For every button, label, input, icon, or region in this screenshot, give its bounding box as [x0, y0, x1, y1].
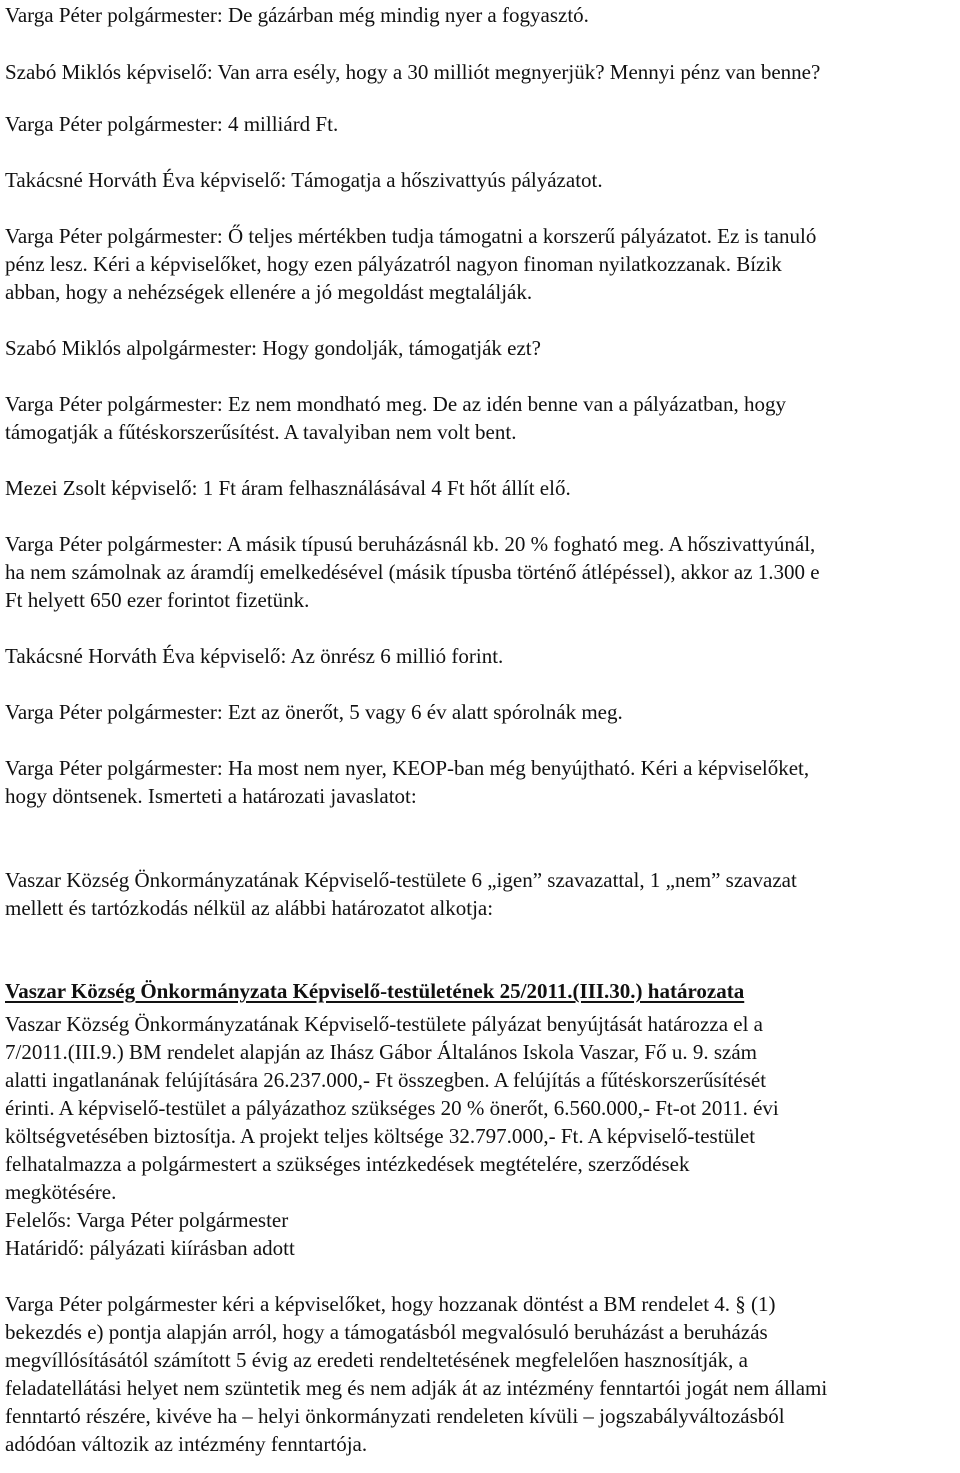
paragraph-line: Mezei Zsolt képviselő: 1 Ft áram felhasználásával 4 Ft hőt állít elő.	[5, 476, 571, 500]
paragraph-line: Takácsné Horváth Éva képviselő: Támogatja a hőszivattyús pályázatot.	[5, 168, 603, 192]
paragraph-line: hogy döntsenek. Ismerteti a határozati javaslatot:	[5, 784, 417, 808]
paragraph-line: 7/2011.(III.9.) BM rendelet alapján az Ihász Gábor Általános Iskola Vaszar, Fő u. 9. szám	[5, 1040, 758, 1064]
paragraph-line: felhatalmazza a polgármestert a szükséges intézkedések megtételére, szerződések	[5, 1152, 690, 1176]
paragraph-line: megkötésére.	[5, 1180, 117, 1204]
paragraph-line: Varga Péter polgármester: De gázárban még mindig nyer a fogyasztó.	[5, 3, 589, 27]
paragraph-line: Varga Péter polgármester: Ez nem mondható meg. De az idén benne van a pályázatban, hogy	[5, 392, 786, 416]
paragraph-line: megvíllósításától számított 5 évig az eredeti rendeltetésének megfelelően hasznosítják, a	[5, 1348, 748, 1372]
paragraph-line: adódóan változik az intézmény fenntartója.	[5, 1432, 368, 1456]
paragraph-line: Határidő: pályázati kiírásban adott	[5, 1236, 295, 1260]
paragraph-line: Szabó Miklós képviselő: Van arra esély, hogy a 30 milliót megnyerjük? Mennyi pénz van benne?	[5, 60, 821, 84]
paragraph-line: Szabó Miklós alpolgármester: Hogy gondolják, támogatják ezt?	[5, 336, 541, 360]
paragraph-line: Varga Péter polgármester: Ezt az önerőt, 5 vagy 6 év alatt spórolnák meg.	[5, 700, 623, 724]
paragraph-line: Felelős: Varga Péter polgármester	[5, 1208, 289, 1232]
paragraph-line: fenntartó részére, kivéve ha – helyi önkormányzati rendeleten kívüli – jogszabályváltozásból	[5, 1404, 785, 1428]
paragraph-line: Takácsné Horváth Éva képviselő: Az önrész 6 millió forint.	[5, 644, 504, 668]
paragraph-line: Varga Péter polgármester kéri a képviselőket, hogy hozzanak döntést a BM rendelet 4. § (1)	[5, 1292, 776, 1316]
paragraph-line: ha nem számolnak az áramdíj emelkedésével (másik típusba történő átlépéssel), akkor az 1.300 e	[5, 560, 820, 584]
paragraph-line: Ft helyett 650 ezer forintot fizetünk.	[5, 588, 310, 612]
paragraph-line: bekezdés e) pontja alapján arról, hogy a támogatásból megvalósuló beruházást a beruházás	[5, 1320, 768, 1344]
paragraph-line: Vaszar Község Önkormányzatának Képviselő-testülete pályázat benyújtását határozza el a	[5, 1012, 763, 1036]
paragraph-line: feladatellátási helyet nem szüntetik meg és nem adják át az intézmény fenntartói jogát nem állami	[5, 1376, 828, 1400]
resolution-heading: Vaszar Község Önkormányzata Képviselő-testületének 25/2011.(III.30.) határozata	[5, 979, 745, 1003]
paragraph-line: Varga Péter polgármester: Ő teljes mértékben tudja támogatni a korszerű pályázatot. Ez is tanuló	[5, 224, 817, 248]
paragraph-line: Varga Péter polgármester: 4 milliárd Ft.	[5, 112, 339, 136]
paragraph-line: Vaszar Község Önkormányzatának Képviselő-testülete 6 „igen” szavazattal, 1 „nem” szavazat	[5, 868, 797, 892]
paragraph-line: Varga Péter polgármester: Ha most nem nyer, KEOP-ban még benyújtható. Kéri a képviselőket,	[5, 756, 810, 780]
paragraph-line: költségvetésében biztosítja. A projekt teljes költsége 32.797.000,- Ft. A képviselő-testület	[5, 1124, 756, 1148]
paragraph-line: érinti. A képviselő-testület a pályázathoz szükséges 20 % önerőt, 6.560.000,- Ft-ot 2011. évi	[5, 1096, 779, 1120]
paragraph-line: Varga Péter polgármester: A másik típusú beruházásnál kb. 20 % fogható meg. A hőszivattyúnál,	[5, 532, 816, 556]
paragraph-line: támogatják a fűtéskorszerűsítést. A tavalyiban nem volt bent.	[5, 420, 517, 444]
paragraph-line: abban, hogy a nehézségek ellenére a jó megoldást megtalálják.	[5, 280, 533, 304]
paragraph-line: alatti ingatlanának felújítására 26.237.000,- Ft összegben. A felújítás a fűtéskorszerűsítését	[5, 1068, 767, 1092]
paragraph-line: mellett és tartózkodás nélkül az alábbi határozatot alkotja:	[5, 896, 494, 920]
paragraph-line: pénz lesz. Kéri a képviselőket, hogy ezen pályázatról nagyon finoman nyilatkozzanak. Bízik	[5, 252, 782, 276]
